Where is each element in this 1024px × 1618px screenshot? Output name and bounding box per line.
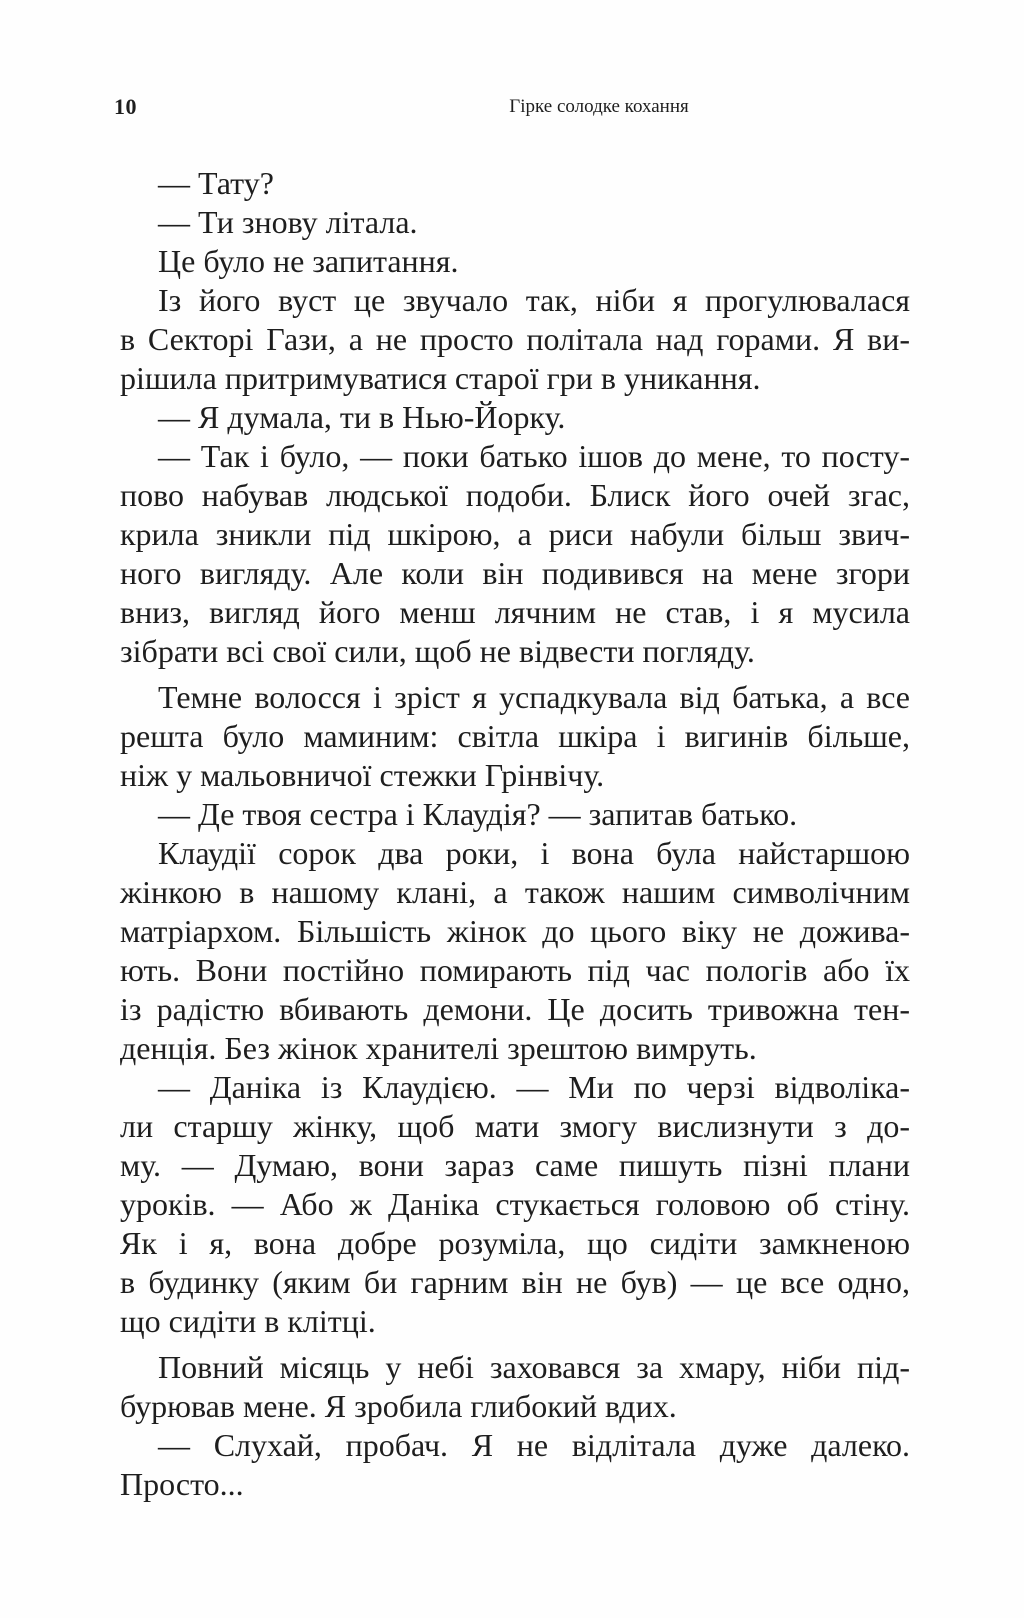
text-line: Повний місяць у небі заховався за хмару, ніби під- (158, 1349, 910, 1385)
text-line: із радістю вбивають демони. Це досить тривожна тен- (120, 991, 910, 1027)
text-line: що сидіти в клітці. (120, 1303, 376, 1339)
text-line: вниз, вигляд його менш лячним не став, і я мусила (120, 594, 910, 630)
text-line: крила зникли під шкірою, а риси набули більш звич- (120, 516, 910, 552)
text-line: — Даніка із Клаудією. — Ми по черзі відволіка- (158, 1069, 910, 1105)
text-line: в будинку (яким би гарним він не був) — це все одно, (120, 1264, 910, 1300)
text-line: Як і я, вона добре розуміла, що сидіти замкненою (120, 1225, 910, 1261)
text-line: жінкою в нашому клані, а також нашим символічним (120, 874, 910, 910)
text-line: уроків. — Або ж Даніка стукається головою об стіну. (120, 1186, 910, 1222)
text-line: — Слухай, пробач. Я не відлітала дуже далеко. (158, 1427, 910, 1463)
text-line: Клаудії сорок два роки, і вона була найстаршою (158, 835, 910, 871)
text-line: — Тату? (158, 165, 274, 201)
text-line: Це було не запитання. (158, 243, 459, 279)
running-title: Гірке солодке кохання (509, 96, 689, 117)
text-line: в Секторі Гази, а не просто політала над горами. Я ви- (120, 321, 910, 357)
text-line: Просто... (120, 1466, 244, 1502)
text-line: матріархом. Більшість жінок до цього віку не дожива- (120, 913, 910, 949)
text-line: — Так і було, — поки батько ішов до мене, то посту- (158, 438, 910, 474)
text-line: Із його вуст це звучало так, ніби я прогулювалася (158, 282, 910, 318)
text-line: решта було маминим: світла шкіра і вигинів більше, (120, 718, 910, 754)
text-line: — Де твоя сестра і Клаудія? — запитав батько. (158, 796, 798, 832)
page-header (114, 94, 914, 128)
text-line: му. — Думаю, вони зараз саме пишуть пізні плани (120, 1147, 910, 1183)
text-line: ного вигляду. Але коли він подивився на мене згори (120, 555, 910, 591)
text-line: Темне волосся і зріст я успадкувала від батька, а все (158, 679, 910, 715)
text-line: пово набував людської подоби. Блиск його очей згас, (120, 477, 910, 513)
text-line: ють. Вони постійно помирають під час пологів або їх (120, 952, 910, 988)
body-text (120, 164, 910, 1504)
text-line: — Я думала, ти в Нью-Йорку. (158, 399, 566, 435)
text-line: бурював мене. Я зробила глибокий вдих. (120, 1388, 677, 1424)
text-line: — Ти знову літала. (158, 204, 418, 240)
text-line: денція. Без жінок хранителі зрештою вимруть. (120, 1030, 757, 1066)
text-line: ли старшу жінку, щоб мати змогу вислизнути з до- (120, 1108, 910, 1144)
text-line: рішила притримуватися старої гри в уникання. (120, 360, 761, 396)
text-line: ніж у мальовничої стежки Грінвічу. (120, 757, 605, 793)
text-line: зібрати всі свої сили, щоб не відвести погляду. (120, 633, 755, 669)
page-number: 10 (114, 94, 137, 119)
